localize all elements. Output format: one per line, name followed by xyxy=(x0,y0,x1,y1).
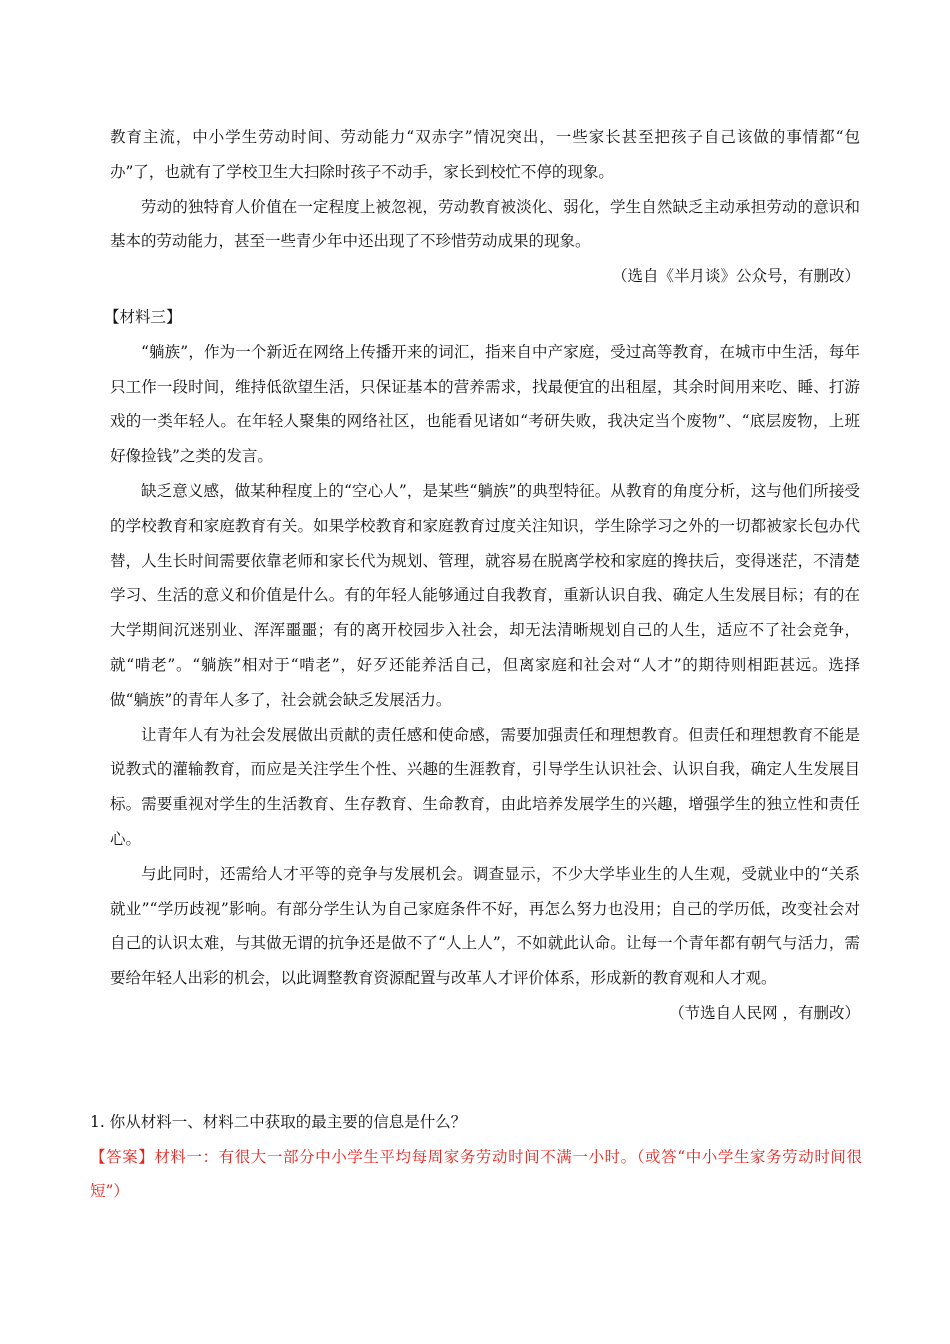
section-heading: 【材料三】 xyxy=(104,308,182,326)
question-text: 1. 你从材料一、材料二中获取的最主要的信息是什么？ xyxy=(90,1113,467,1131)
paragraph: 缺乏意义感，做某种程度上的“空心人”，是某些“躺族”的典型特征。从教育的角度分析，这与他们所接受的学校教育和家庭教育有关。如果学校教育和家庭教育过度关注知识，学生除学习之外的一切都被家长包办代替，人生长时间需要依靠老师和家长代为规划、管理，就容易在脱离学校和家庭的搀扶后，变得迷茫，不清楚学习、生活的意义和价值是什么。有的年轻人能够通过自我教育，重新认识自我、确定人生发展目标；有的在大学期间沉迷别业、浑浑噩噩；有的离开校园步入社会，却无法清晰规划自己的人生，适应不了社会竞争，就“啃老”。“躺族”相对于“啃老”，好歹还能养活自己，但离家庭和社会对“人才”的期待则相距甚远。选择做“躺族”的青年人多了，社会就会缺乏发展活力。 xyxy=(110,481,860,709)
source-citation: （选自《半月谈》公众号，有删改） xyxy=(611,267,860,286)
paragraph: 劳动的独特育人价值在一定程度上被忽视，劳动教育被淡化、弱化，学生自然缺乏主动承担劳动的意识和基本的劳动能力，甚至一些青少年中还出现了不珍惜劳动成果的现象。 xyxy=(110,197,860,251)
material-three xyxy=(104,300,860,1031)
material-two-continued xyxy=(110,120,860,294)
answer-text: 【答案】材料一：有很大一部分中小学生平均每周家务劳动时间不满一小时。（或答“中小学生家务劳动时间很短”） xyxy=(90,1148,862,1200)
paragraph: 教育主流，中小学生劳动时间、劳动能力“双赤字”情况突出，一些家长甚至把孩子自己该做的事情都“包办”了，也就有了学校卫生大扫除时孩子不动手，家长到校忙不停的现象。 xyxy=(110,128,860,181)
source-citation: （节选自人民网 ，有删改） xyxy=(669,1003,860,1022)
paragraph: 与此同时，还需给人才平等的竞争与发展机会。调查显示，不少大学毕业生的人生观，受就业中的“关系就业”“学历歧视”影响。有部分学生认为自己家庭条件不好，再怎么努力也没用；自己的学历低，改变社会对自己的认识太难，与其做无谓的抗争还是做不了“人上人”，不如就此认命。让每一个青年都有朝气与活力，需要给年轻人出彩的机会，以此调整教育资源配置与改革人才评价体系，形成新的教育观和人才观。 xyxy=(110,864,860,988)
paragraph: “躺族”，作为一个新近在网络上传播开来的词汇，指来自中产家庭，受过高等教育，在城市中生活，每年只工作一段时间，维持低欲望生活，只保证基本的营养需求，找最便宜的出租屋，其余时间用来吃、睡、打游戏的一类年轻人。在年轻人聚集的网络社区，也能看见诸如“考研失败，我决定当个废物”、“底层废物，上班好像捡钱”之类的发言。 xyxy=(110,342,860,466)
paragraph: 让青年人有为社会发展做出贡献的责任感和使命感，需要加强责任和理想教育。但责任和理想教育不能是说教式的灌输教育，而应是关注学生个性、兴趣的生涯教育，引导学生认识社会、认识自我，确定人生发展目标。需要重视对学生的生活教育、生存教育、生命教育，由此培养发展学生的兴趣，增强学生的独立性和责任心。 xyxy=(110,725,860,848)
